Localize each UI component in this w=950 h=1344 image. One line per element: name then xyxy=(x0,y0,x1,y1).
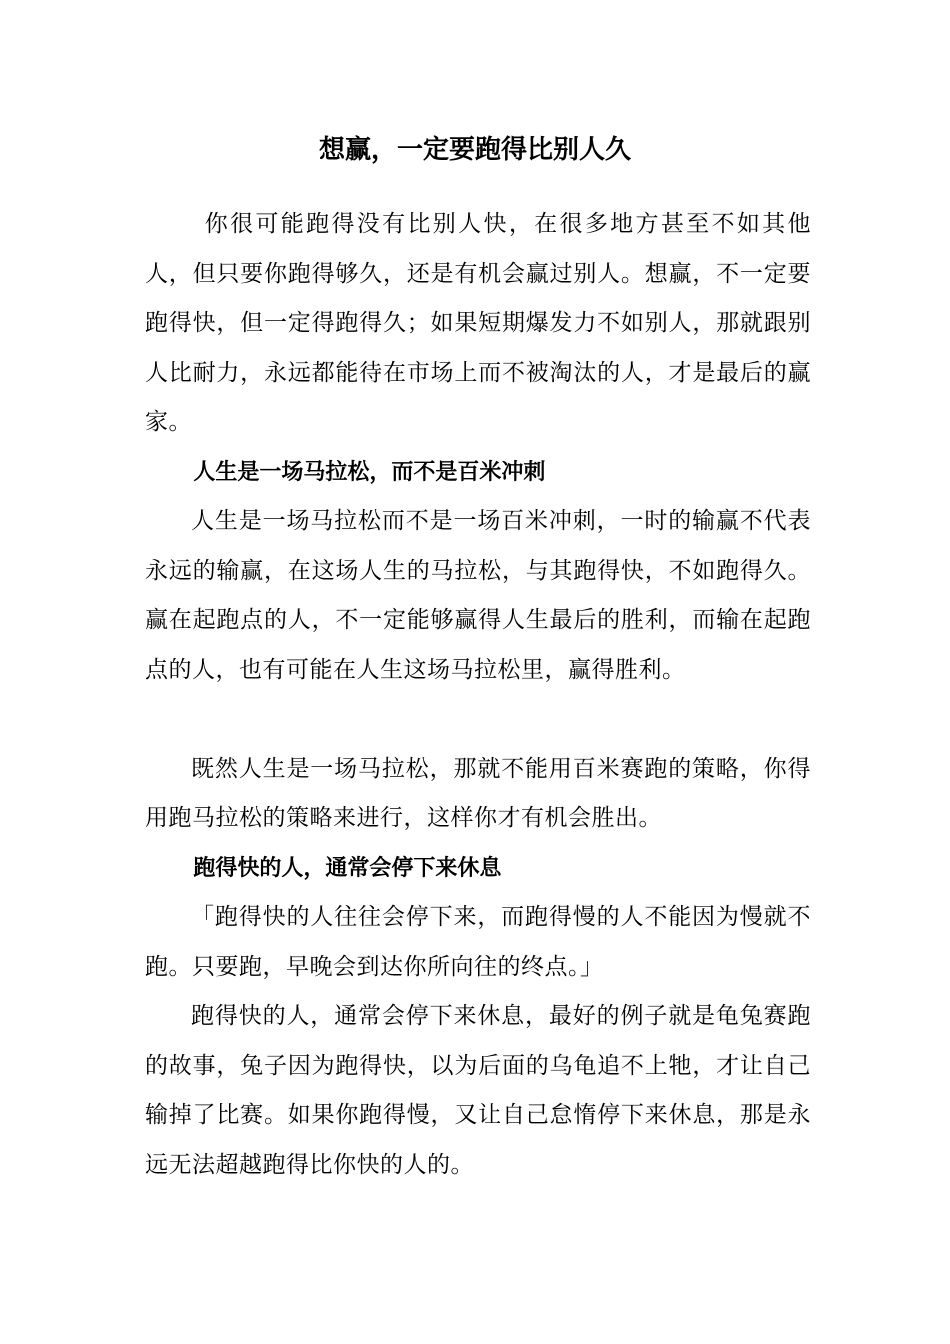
paragraph-tortoise-hare: 跑得快的人，通常会停下来休息，最好的例子就是龟兔赛跑的故事，兔子因为跑得快，以为后面的乌龟追不上牠，才让自己输掉了比赛。如果你跑得慢，又让自己怠惰停下来休息，那是永远无法超越跑得比你快的人的。 xyxy=(145,1003,811,1178)
section-heading-rest: 跑得快的人，通常会停下来休息 xyxy=(193,855,502,881)
section-heading-marathon: 人生是一场马拉松，而不是百米冲刺 xyxy=(193,459,546,485)
document-title: 想赢，一定要跑得比别人久 xyxy=(318,135,631,165)
paragraph-intro: 你很可能跑得没有比别人快，在很多地方甚至不如其他人，但只要你跑得够久，还是有机会赢过别人。想赢，不一定要跑得快，但一定得跑得久；如果短期爆发力不如别人，那就跟别人比耐力，永远都能待在市场上而不被淘汰的人，才是最后的赢家。 xyxy=(145,211,811,435)
document-body xyxy=(145,200,811,1190)
paragraph-quote: 「跑得快的人往往会停下来，而跑得慢的人不能因为慢就不跑。只要跑，早晚会到达你所向往的终点。」 xyxy=(145,904,811,980)
paragraph-strategy: 既然人生是一场马拉松，那就不能用百米赛跑的策略，你得用跑马拉松的策略来进行，这样你才有机会胜出。 xyxy=(145,755,811,831)
blank-line xyxy=(145,695,811,745)
paragraph-marathon: 人生是一场马拉松而不是一场百米冲刺，一时的输赢不代表永远的输赢，在这场人生的马拉松，与其跑得快，不如跑得久。赢在起跑点的人，不一定能够赢得人生最后的胜利，而输在起跑点的人，也有可能在人生这场马拉松里，赢得胜利。 xyxy=(145,508,811,683)
